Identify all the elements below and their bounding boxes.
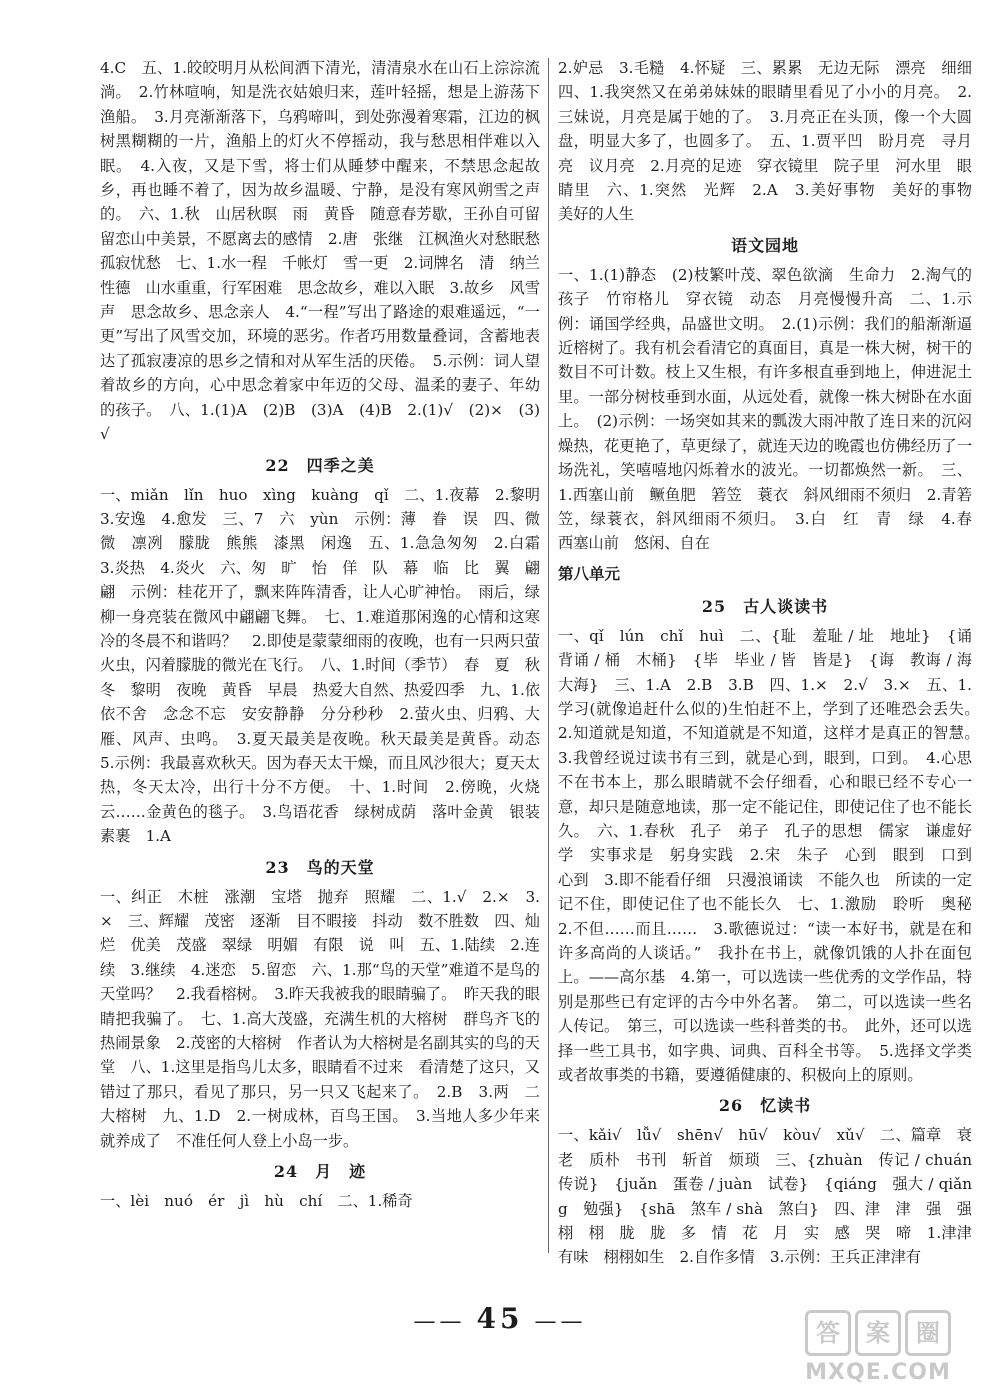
section-heading: 26 忆读书 — [718, 1096, 812, 1116]
answer-paragraph: 一、kǎi√ lǚ√ shēn√ hū√ kòu√ xǔ√ 二、篇章 衰老 质朴 书刊 斩首 烦琐 三、{zhuàn 传记 / chuán 传说} {juǎn 蛋卷 / juàn 试卷} {qiáng 强大 / qiǎng 勉强} {shā 煞车 / shà 煞白} 四、津 津 强 强 栩 栩 胧 胧 多 情 花 月 实 感 哭 啼 1.津津有味 栩栩如生 2.自作多情 3.示例：王兵正津津有 — [558, 1126, 988, 1267]
left-column — [100, 56, 556, 1213]
answer-paragraph: 4.C 五、1.皎皎明月从松间洒下清光，清清泉水在山石上淙淙流淌。 2.竹林喧响，知是洗衣姑娘归来，莲叶轻摇，想是上游荡下渔船。 3.月亮渐渐落下，乌鸦啼叫，到处弥漫着寒霜，江边的枫树黑糊糊的一片，渔船上的灯火不停摇动，我与愁思相伴难以入眠。 4.入夜，又是下雪，将士们从睡梦中醒来，不禁思念起故乡，再也睡不着了，因为故乡温暖、宁静，是没有寒风朔雪之声的。 六、1.秋 山居秋暝 雨 黄昏 随意春芳歇，王孙自可留 留恋山中美景，不愿离去的感情 2.唐 张继 江枫渔火对愁眠愁 孤寂忧愁 七、1.水一程 千帐灯 雪一更 2.词牌名 清 纳兰性德 山水重重，行军困难 思念故乡，难以入眠 3.故乡 风雪声 思念故乡、思念亲人 4.“一程”写出了路途的艰难遥远，“一更”写出了风雪交加，环境的恶劣。作者巧用数量叠词，含蓄地表达了孤寂凄凉的思乡之情和对从军生活的厌倦。 5.示例：词人望着故乡的方向，心中思念着家中年迈的父母、温柔的妻子、年幼的孩子。 八、1.(1)A (2)B (3)A (4)B 2.(1)√ (2)× (3)√ — [100, 59, 556, 444]
answer-paragraph: 2.妒忌 3.毛糙 4.怀疑 三、累累 无边无际 漂亮 细细 四、1.我突然又在弟弟妹妹的眼睛里看见了小小的月亮。 2.三妹说，月亮是属于她的了。 3.月亮正在头顶，像一个大圆盘，明显大多了，也圆多了。 五、1.贾平凹 盼月亮 寻月亮 议月亮 2.月亮的足迹 穿衣镜里 院子里 河水里 眼睛里 六、1.突然 光辉 2.A 3.美好事物 美好的事物 美好的人生 — [558, 59, 988, 224]
watermark-url: MXQE.COM — [805, 1360, 951, 1385]
watermark-seal: 圈 — [905, 1310, 951, 1356]
answer-paragraph: 一、纠正 木桩 涨潮 宝塔 抛弃 照耀 二、1.√ 2.× 3.× 三、辉耀 茂密 逐渐 目不暇接 抖动 数不胜数 四、灿烂 优美 茂盛 翠绿 明媚 有限 说 叫 五、1.陆续 2.连续 3.继续 4.迷恋 5.留恋 六、1.那“鸟的天堂”难道不是鸟的天堂吗？ 2.我看榕树。 3.昨天我被我的眼睛骗了。 昨天我的眼睛把我骗了。 七、1.高大茂盛，充满生机的大榕树 群鸟齐飞的热闹景象 2.茂密的大榕树 作者认为大榕树是名副其实的鸟的天堂 八、1.这里是指鸟儿太多，眼睛看不过来 看清楚了这只，又错过了那只，看见了那只，另一只又飞起来了。 2.B 3.两 二 大榕树 九、1.D 2.一树成林，百鸟王国。 3.当地人多少年来就养成了 不准任何人登上小岛一步。 — [100, 887, 556, 1150]
section-heading: 语文园地 — [730, 235, 799, 255]
footer-dash-right: —— — [523, 1309, 587, 1334]
footer-dash-left: —— — [413, 1309, 477, 1334]
unit-heading: 第八单元 — [558, 563, 621, 583]
section-heading: 22 四季之美 — [265, 455, 375, 475]
watermark-seal: 案 — [855, 1310, 901, 1356]
watermark-seals — [768, 1310, 988, 1356]
watermark-seal: 答 — [805, 1310, 851, 1356]
page-number: 45 — [476, 1302, 524, 1335]
column-divider — [548, 58, 549, 1253]
section-heading: 24 月 迹 — [273, 1162, 367, 1182]
section-heading: 23 鸟的天堂 — [265, 857, 375, 877]
watermark-logo — [768, 1310, 988, 1385]
right-column — [558, 56, 988, 1270]
answer-paragraph: 一、1.(1)静态 (2)枝繁叶茂、翠色欲滴 生命力 2.淘气的孩子 竹帘格儿 穿衣镜 动态 月亮慢慢升高 二、1.示例：诵国学经典，品盛世文明。 2.(1)示例：我们的船渐渐逼近榕树了。我有机会看清它的真面目，真是一株大树，树干的数目不可计数。枝上又生根，有许多根直垂到地上，伸进泥土里。一部分树枝垂到水面，从远处看，就像一株大树卧在水面上。 (2)示例：一场突如其来的瓢泼大雨冲散了连日来的沉闷燥热，花更艳了，草更绿了，就连天边的晚霞也仿佛经历了一场洗礼，笑嘻嘻地闪烁着水的波光。一切都焕然一新。 三、1.西塞山前 鳜鱼肥 箬笠 蓑衣 斜风细雨不须归 2.青箬笠，绿蓑衣，斜风细雨不须归。 3.白 红 青 绿 4.春 西塞山前 悠闲、自在 — [558, 265, 988, 553]
answer-paragraph: 一、lèi nuó ér jì hù chí 二、1.稀奇 — [100, 1192, 413, 1211]
section-heading: 25 古人谈读书 — [701, 596, 829, 616]
answer-paragraph: 一、qǐ lún chǐ huì 二、{耻 羞耻 / 址 地址} {诵 背诵 / 桶 木桶} {毕 毕业 / 皆 皆是} {诲 教诲 / 海 大海} 三、1.A 2.B 3.B 四、1.× 2.√ 3.× 五、1.学习(就像追赶什么似的)生怕赶不上，学到了还唯恐会丢失。 2.知道就是知道，不知道就是不知道，这样才是真正的智慧。 3.我曾经说过读书有三到，就是心到，眼到，口到。 4.心思不在书本上，那么眼睛就不会仔细看，心和眼已经不专心一意，却只是随意地读，那一定不能记住，即使记住了也不能长久。 六、1.春秋 孔子 弟子 孔子的思想 儒家 谦虚好学 实事求是 躬身实践 2.宋 朱子 心到 眼到 口到 心到 3.即不能看仔细 只漫浪诵读 不能久也 所读的一定记不住，即使记住了也不能长久 七、1.激励 聆听 奥秘 2.不但……而且…… 3.歌德说过：“读一本好书，就是在和许多高尚的人谈话。” 我扑在书上，就像饥饿的人扑在面包上。——高尔基 4.第一，可以选读一些优秀的文学作品，特别是那些已有定评的古今中外名著。 第二，可以选读一些名人传记。 第三，可以选读一些科普类的书。 此外，还可以选择一些工具书，如字典、词典、百科全书等。 5.选择文学类或者故事类的书籍，要遵循健康的、积极向上的原则。 — [558, 626, 988, 1085]
answer-paragraph: 一、miǎn lǐn huo xìng kuàng qǐ 二、1.夜幕 2.黎明 3.安逸 4.愈发 三、7 六 yùn 示例：薄 眷 误 四、微微 凛冽 朦胧 熊熊 漆黑 闲逸 五、1.急急匆匆 2.白霜 3.炎热 4.炎火 六、匆 旷 怡 佯 队 幕 临 比 翼 翩 翩 示例：桂花开了，飘来阵阵清香，让人心旷神怡。 雨后，绿柳一身亮装在微风中翩翩飞舞。 七、1.难道那闲逸的心情和这寒冷的冬晨不和谐吗？ 2.即使是蒙蒙细雨的夜晚，也有一只两只萤火虫，闪着朦胧的微光在飞行。 八、1.时间（季节） 春 夏 秋 冬 黎明 夜晚 黄昏 早晨 热爱大自然、热爱四季 九、1.依依不舍 念念不忘 安安静静 分分秒秒 2.萤火虫、归鸦、大雁、风声、虫鸣。 3.夏天最美是夜晚。秋天最美是黄昏。动态 5.示例：我最喜欢秋天。因为春天太干燥，而且风沙很大；夏天太热，冬天太冷，出行十分不方便。 十、1.时间 2.傍晚，火烧云……金黄色的毯子。 3.鸟语花香 绿树成荫 落叶金黄 银装素裹 1.A — [100, 485, 556, 846]
